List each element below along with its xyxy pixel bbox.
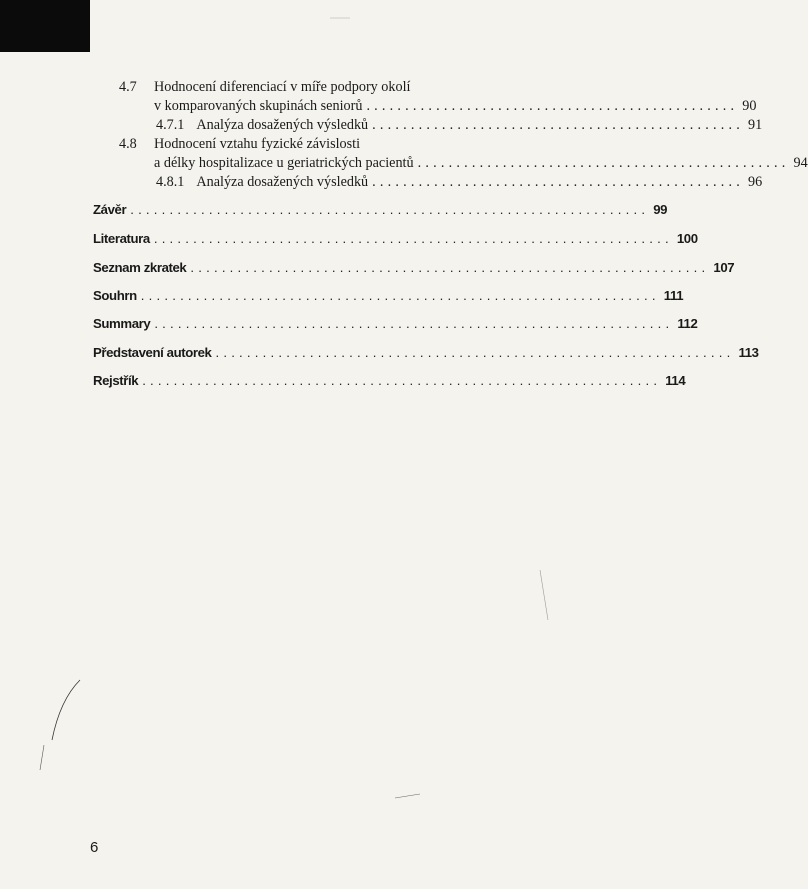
section-title: v komparovaných skupinách seniorů — [154, 98, 363, 114]
section-number: 4.8 — [119, 136, 137, 152]
chapter-title: Závěr — [93, 202, 127, 217]
subsection-number: 4.8.1 — [156, 174, 185, 190]
dot-leader: ................................................ — [366, 98, 739, 114]
toc-entry-predstaveni-autorek[interactable] — [93, 345, 759, 360]
toc-entry-literatura[interactable] — [93, 231, 698, 246]
section-title: Hodnocení vztahu fyzické závislosti — [154, 136, 361, 152]
chapter-title: Představení autorek — [93, 345, 212, 360]
dot-leader: .................................................................. — [153, 231, 673, 246]
subsection-number: 4.7.1 — [156, 117, 185, 133]
page-number: 90 — [742, 98, 757, 114]
toc-entry-zaver[interactable] — [93, 202, 668, 217]
section-title: a délky hospitalizace u geriatrických pacientů — [154, 155, 414, 171]
toc-entry-4-8[interactable] — [154, 155, 808, 172]
chapter-title: Rejstřík — [93, 373, 139, 388]
toc-entry-4-7-line1 — [154, 79, 410, 96]
page-number: 100 — [676, 231, 698, 246]
subsection-title: Analýza dosažených výsledků — [196, 117, 369, 133]
toc-entry-4-8-line1 — [154, 136, 360, 153]
dot-leader: ................................................ — [417, 155, 790, 171]
dot-leader: .................................................................. — [130, 202, 650, 217]
dot-leader: .................................................................. — [215, 345, 735, 360]
dot-leader: .................................................................. — [190, 260, 710, 275]
dot-leader: .................................................................. — [140, 288, 660, 303]
dot-leader: .................................................................. — [142, 373, 662, 388]
page-number: 112 — [677, 316, 698, 331]
page-number: 94 — [793, 155, 808, 171]
chapter-title: Seznam zkratek — [93, 260, 187, 275]
toc-entry-seznam-zkratek[interactable] — [93, 260, 735, 275]
chapter-title: Literatura — [93, 231, 150, 246]
section-title: Hodnocení diferenciací v míře podpory okolí — [154, 79, 411, 95]
section-number: 4.7 — [119, 79, 137, 95]
page-folio-number: 6 — [90, 839, 99, 856]
dot-leader: ................................................ — [372, 117, 745, 133]
subsection-title: Analýza dosažených výsledků — [196, 174, 369, 190]
page-number: 114 — [665, 373, 686, 388]
page-number: 111 — [663, 288, 684, 303]
toc-entry-4-7[interactable] — [154, 98, 757, 115]
toc-entry-4-7-heading — [119, 79, 137, 96]
chapter-title: Souhrn — [93, 288, 137, 303]
chapter-title: Summary — [93, 316, 151, 331]
toc-entry-rejstrik[interactable] — [93, 373, 686, 388]
toc-entry-4-8-1[interactable] — [156, 174, 763, 191]
page-number: 99 — [653, 202, 668, 217]
page-number: 113 — [738, 345, 759, 360]
toc-entry-souhrn[interactable] — [93, 288, 684, 303]
toc-entry-4-7-1[interactable] — [156, 117, 763, 134]
dot-leader: ................................................ — [372, 174, 745, 190]
page-number: 107 — [713, 260, 735, 275]
page-number: 91 — [748, 117, 763, 133]
page-number: 96 — [748, 174, 763, 190]
toc-entry-4-8-heading — [119, 136, 137, 153]
toc-entry-summary[interactable] — [93, 316, 698, 331]
dot-leader: .................................................................. — [154, 316, 674, 331]
